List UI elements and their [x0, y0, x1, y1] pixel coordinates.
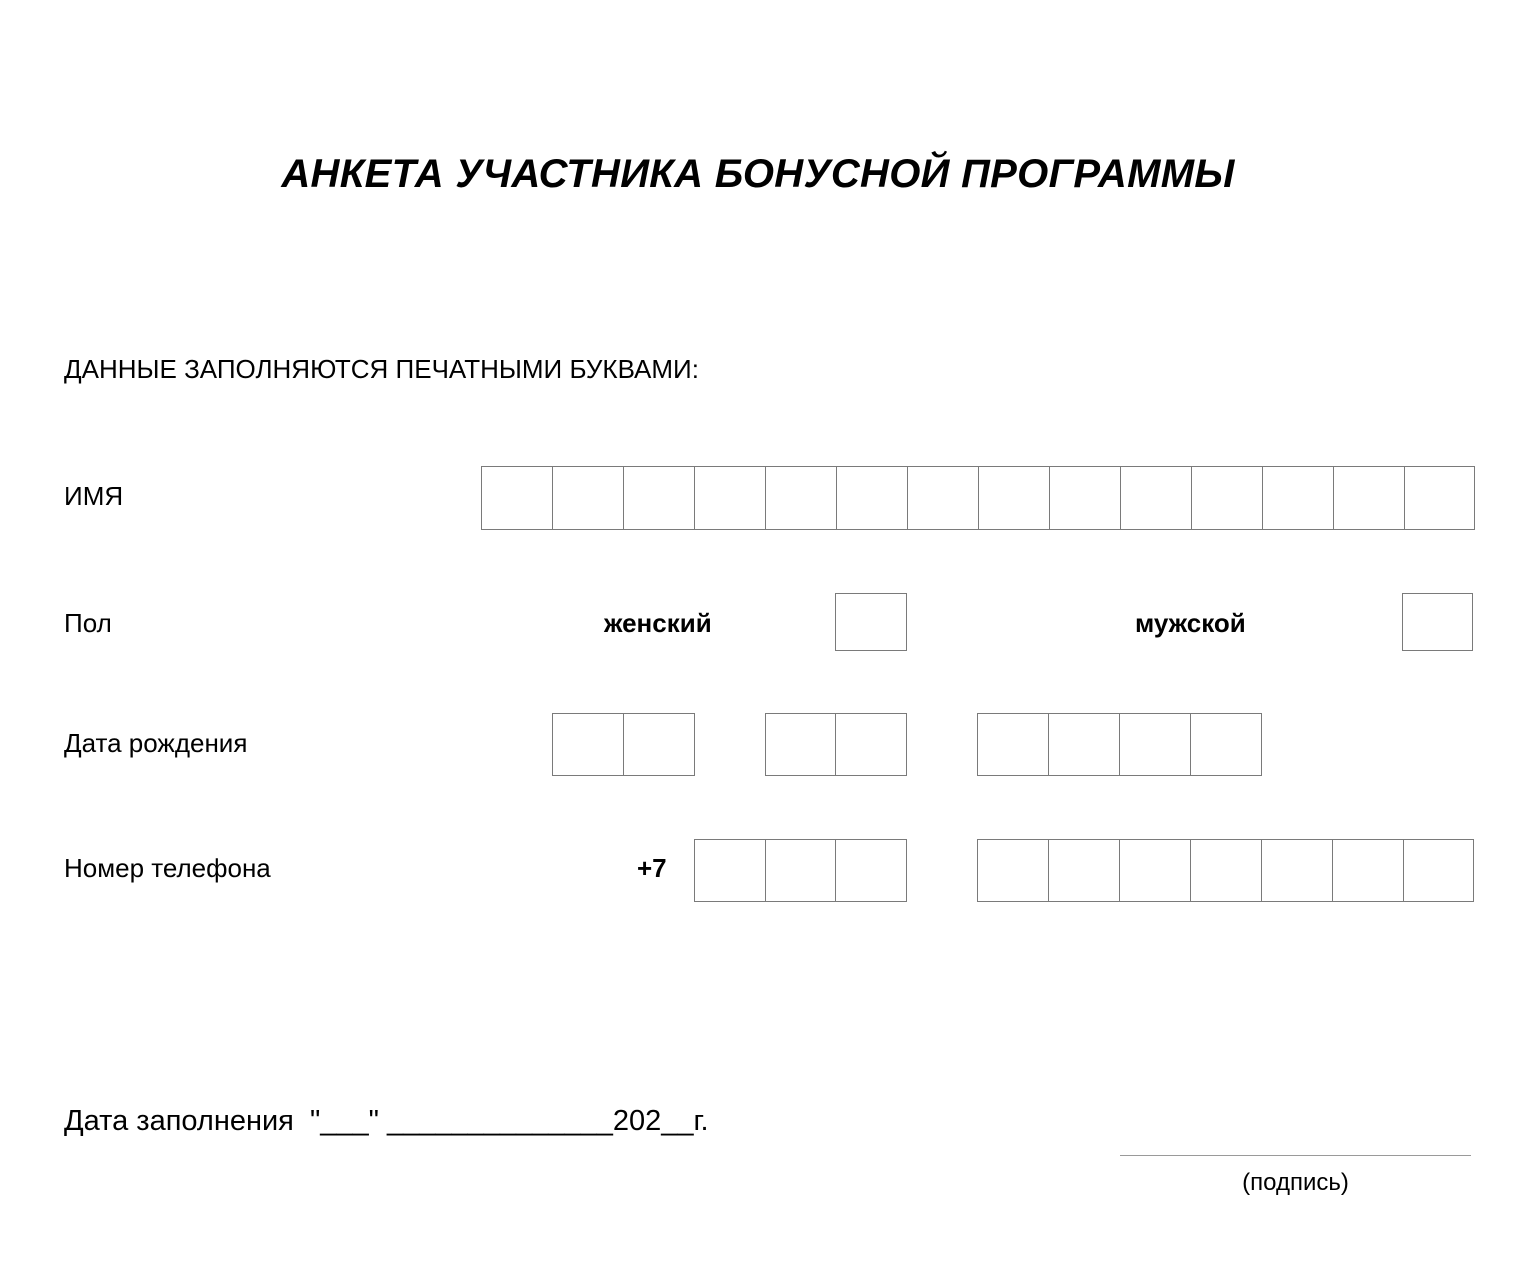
phone-number-cell[interactable] [1191, 839, 1262, 902]
gender-male-checkbox[interactable] [1402, 593, 1473, 651]
form-title: АНКЕТА УЧАСТНИКА БОНУСНОЙ ПРОГРАММЫ [281, 152, 1235, 196]
phone-number-cells [977, 839, 1474, 902]
instruction-text: ДАННЫЕ ЗАПОЛНЯЮТСЯ ПЕЧАТНЫМИ БУКВАМИ: [64, 354, 699, 384]
signature-caption: (подпись) [1242, 1169, 1349, 1196]
name-cell[interactable] [837, 466, 908, 530]
phone-number-cell[interactable] [978, 839, 1049, 902]
signature-line[interactable] [1120, 1155, 1471, 1156]
phone-number-cell[interactable] [1262, 839, 1333, 902]
fill-date-line: Дата заполнения "___" ______________202__г. [64, 1105, 709, 1137]
phone-label: Номер телефона [64, 853, 271, 883]
name-cell[interactable] [979, 466, 1050, 530]
name-cells [481, 466, 1475, 530]
name-cell[interactable] [1263, 466, 1334, 530]
birth-year-cell[interactable] [1120, 713, 1191, 776]
phone-code-cells [694, 839, 907, 902]
birth-date-label: Дата рождения [64, 728, 248, 758]
name-cell[interactable] [553, 466, 624, 530]
birth-year-cells [977, 713, 1262, 776]
gender-female-box[interactable] [836, 593, 907, 651]
birth-day-cell[interactable] [624, 713, 695, 776]
phone-code-cell[interactable] [836, 839, 907, 902]
birth-month-cell[interactable] [836, 713, 907, 776]
birth-year-cell[interactable] [1191, 713, 1262, 776]
phone-number-cell[interactable] [1333, 839, 1404, 902]
birth-year-cell[interactable] [978, 713, 1049, 776]
name-cell[interactable] [766, 466, 837, 530]
birth-month-cell[interactable] [766, 713, 836, 776]
phone-code-cell[interactable] [695, 839, 766, 902]
name-label: ИМЯ [64, 481, 124, 511]
gender-female-label: женский [604, 608, 712, 638]
name-cell[interactable] [1050, 466, 1121, 530]
birth-month-cells [765, 713, 907, 776]
gender-female-checkbox[interactable] [835, 593, 907, 651]
birth-day-cell[interactable] [553, 713, 624, 776]
gender-male-box[interactable] [1403, 593, 1473, 651]
phone-prefix: +7 [637, 853, 667, 883]
phone-number-cell[interactable] [1049, 839, 1120, 902]
gender-male-label: мужской [1135, 608, 1246, 638]
name-cell[interactable] [695, 466, 766, 530]
name-cell[interactable] [908, 466, 979, 530]
name-cell[interactable] [1192, 466, 1263, 530]
name-cell[interactable] [482, 466, 553, 530]
phone-number-cell[interactable] [1404, 839, 1474, 902]
name-cell[interactable] [624, 466, 695, 530]
birth-day-cells [552, 713, 695, 776]
birth-year-cell[interactable] [1049, 713, 1120, 776]
name-cell[interactable] [1121, 466, 1192, 530]
phone-number-cell[interactable] [1120, 839, 1191, 902]
phone-code-cell[interactable] [766, 839, 836, 902]
name-cell[interactable] [1405, 466, 1475, 530]
name-cell[interactable] [1334, 466, 1405, 530]
gender-label: Пол [64, 608, 112, 638]
